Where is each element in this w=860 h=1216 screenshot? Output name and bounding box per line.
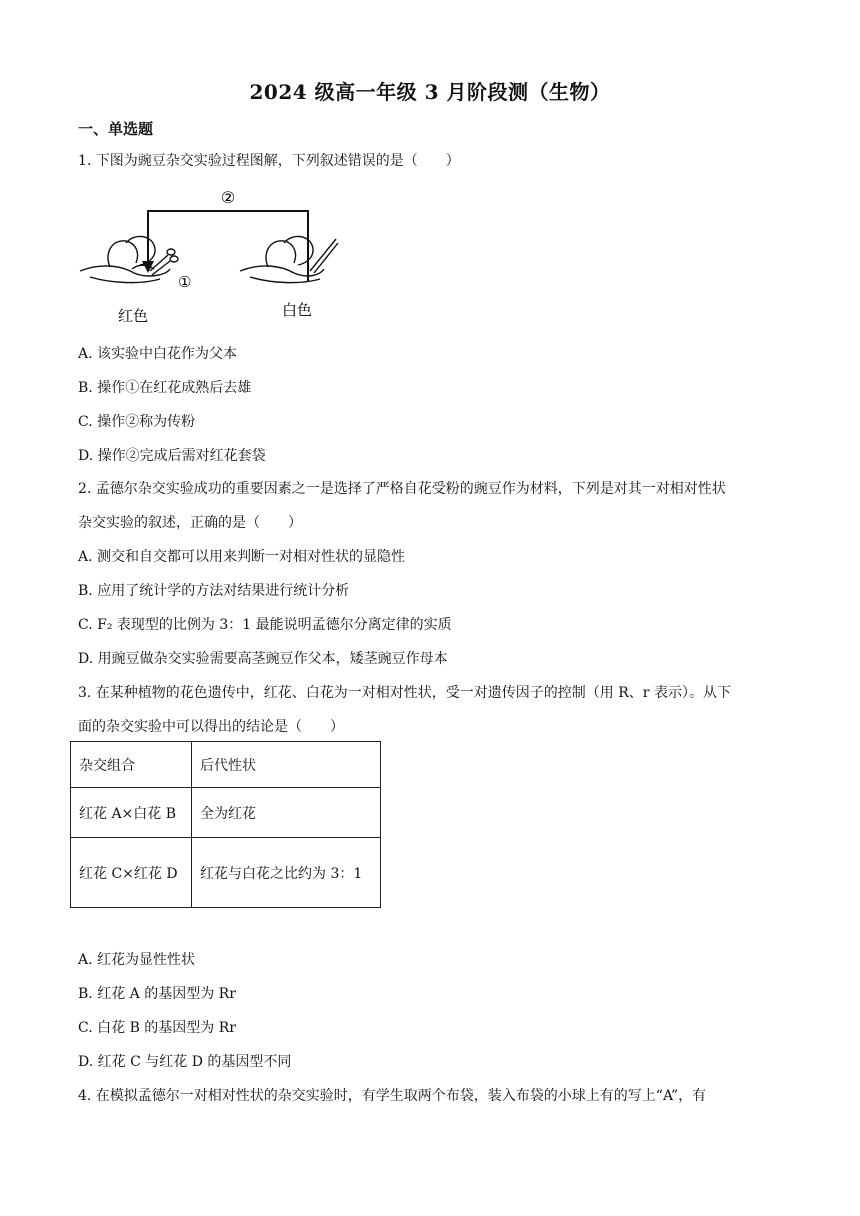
q2-stem-line2: 杂交实验的叙述，正确的是（ ） (78, 515, 302, 531)
table-header-row (71, 742, 381, 788)
q3-option-b: B. 红花 A 的基因型为 Rr (78, 986, 236, 1002)
q2-option-a: A. 测交和自交都可以用来判断一对相对性状的显隐性 (78, 549, 406, 565)
q1-option-b: B. 操作①在红花成熟后去雄 (78, 380, 252, 396)
cross-results-table (70, 741, 381, 908)
q1-option-d: D. 操作②完成后需对红花套袋 (78, 448, 266, 464)
pea-cross-figure (70, 183, 360, 323)
q2-option-b: B. 应用了统计学的方法对结果进行统计分析 (78, 583, 350, 599)
white-flower-label: 白色 (282, 301, 313, 319)
q2-stem-line1: 2. 孟德尔杂交实验成功的重要因素之一是选择了严格自花受粉的豌豆作为材料，下列是对其一对相对性状 (78, 481, 726, 497)
q4-stem-line1: 4. 在模拟孟德尔一对相对性状的杂交实验时，有学生取两个布袋，装入布袋的小球上有的写上“A”，有 (78, 1088, 707, 1104)
q1-option-a: A. 该实验中白花作为父本 (78, 346, 238, 362)
q2-option-c: C. F₂ 表现型的比例为 3：1 最能说明孟德尔分离定律的实质 (78, 617, 452, 633)
table-cell: 红花与白花之比约为 3：1 (192, 838, 381, 908)
table-cell: 红花 C×红花 D (71, 838, 192, 908)
section-heading: 一、单选题 (78, 120, 154, 138)
table-cell: 全为红花 (192, 788, 381, 838)
red-flower-icon (80, 236, 170, 282)
step2-label: ② (220, 188, 236, 207)
q3-stem-line2: 面的杂交实验中可以得出的结论是（ ） (78, 719, 344, 735)
arrow-head-icon (142, 261, 154, 273)
table-header-cell: 杂交组合 (71, 742, 192, 788)
q1-stem: 1. 下图为豌豆杂交实验过程图解，下列叙述错误的是（ ） (78, 153, 460, 169)
step1-label: ① (178, 273, 192, 291)
q1-option-c: C. 操作②称为传粉 (78, 414, 196, 430)
pollination-arrow (148, 211, 308, 281)
q3-option-d: D. 红花 C 与红花 D 的基因型不同 (78, 1054, 292, 1070)
red-flower-label: 红色 (118, 307, 149, 323)
table-cell: 红花 A×白花 B (71, 788, 192, 838)
exam-title: 2024 级高一年级 3 月阶段测（生物） (249, 80, 611, 104)
table-header-cell: 后代性状 (192, 742, 381, 788)
q3-stem-line1: 3. 在某种植物的花色遗传中，红花、白花为一对相对性状，受一对遗传因子的控制（用 R、r 表示）。从下 (78, 685, 731, 701)
q3-option-a: A. 红花为显性性状 (78, 952, 196, 968)
q2-option-d: D. 用豌豆做杂交实验需要高茎豌豆作父本，矮茎豌豆作母本 (78, 651, 448, 667)
white-flower-icon (240, 236, 324, 282)
table-row (71, 838, 381, 908)
table-row (71, 788, 381, 838)
brush-icon (310, 239, 338, 273)
q3-option-c: C. 白花 B 的基因型为 Rr (78, 1020, 236, 1036)
